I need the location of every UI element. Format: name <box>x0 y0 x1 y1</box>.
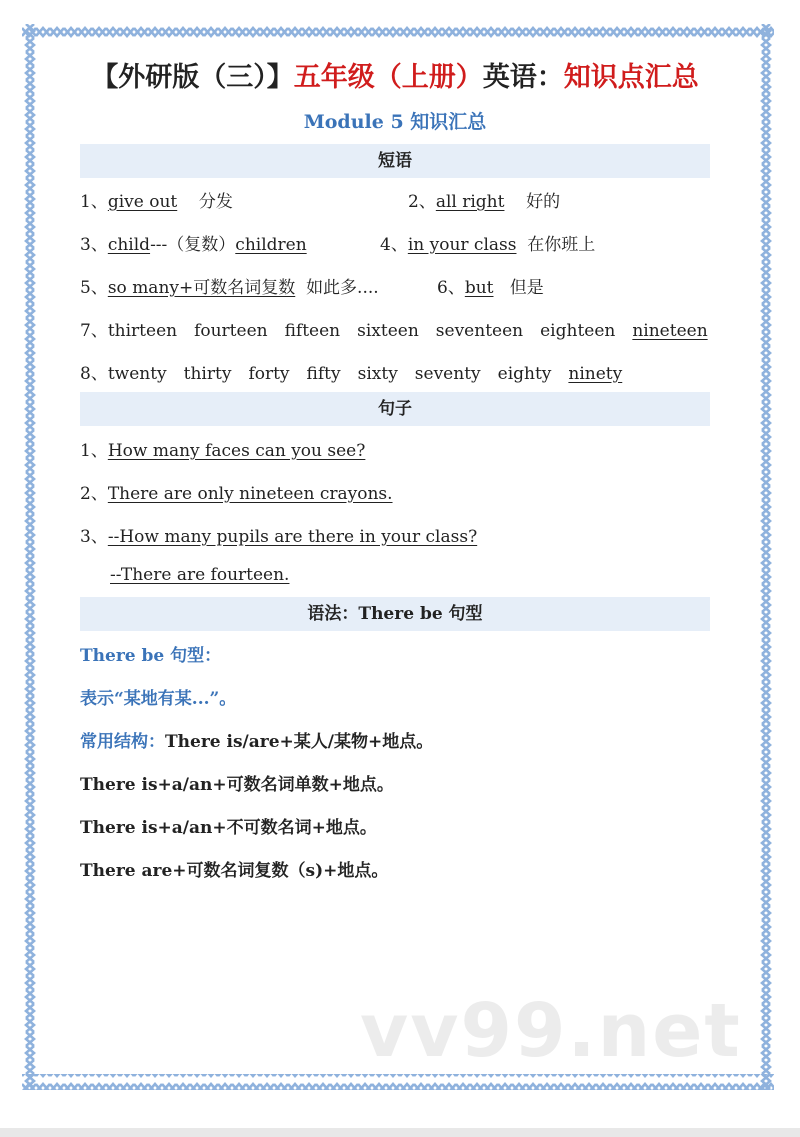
number-word: sixty <box>357 364 398 384</box>
sentence-row-1 <box>80 436 365 466</box>
phrase-number: 6、 <box>437 278 465 298</box>
phrase-number: 4、 <box>380 235 408 255</box>
phrase-row-7 <box>80 316 708 346</box>
number-word: fifteen <box>284 321 341 341</box>
phrase-mid: ---（复数） <box>150 235 236 255</box>
grammar-meaning: 表示“某地有某...”。 <box>80 689 237 709</box>
phrase-number: 2、 <box>408 192 436 212</box>
number-words-teens <box>108 321 708 341</box>
sentence-row-2 <box>80 479 393 509</box>
phrase-row-8 <box>80 359 622 389</box>
grammar-line-2: There is+a/an+不可数名词+地点。 <box>80 818 377 838</box>
sentence-text: --How many pupils are there in your class? <box>107 527 478 547</box>
phrase-cn: 好的 <box>526 192 561 212</box>
phrase-number: 1、 <box>80 192 108 212</box>
bottom-bar <box>0 1128 800 1137</box>
phrase-row-4 <box>380 230 595 260</box>
number-word: eighty <box>497 364 552 384</box>
sentence-row-4 <box>110 565 289 595</box>
sentence-text: How many faces can you see? <box>107 441 366 461</box>
phrase-en: but <box>464 278 494 298</box>
title-grade: 五年级（上册） <box>293 62 483 93</box>
title-summary: 知识点汇总 <box>563 62 699 93</box>
phrase-en: all right <box>435 192 505 212</box>
phrase-row-3 <box>80 230 307 260</box>
number-word: twenty <box>107 364 167 384</box>
sentence-number: 2、 <box>80 484 108 504</box>
number-word: eighteen <box>540 321 616 341</box>
phrase-cn: 如此多.... <box>306 278 379 298</box>
number-words-tens <box>108 364 622 384</box>
sentence-number: 3、 <box>80 527 108 547</box>
grammar-heading: There be 句型： <box>80 646 222 666</box>
phrase-number: 5、 <box>80 278 108 298</box>
phrase-number: 7、 <box>80 321 108 341</box>
module-subtitle: Module 5 知识汇总 <box>303 111 487 133</box>
phrase-en: give out <box>107 192 178 212</box>
section-header-grammar: 语法：There be 句型 <box>80 597 710 631</box>
phrase-en: so many+可数名词复数 <box>107 278 296 298</box>
number-word: ninety <box>568 364 623 384</box>
phrase-row-6 <box>437 273 544 303</box>
section-header-sentences: 句子 <box>80 392 710 426</box>
number-word: sixteen <box>357 321 419 341</box>
title-edition: 【外研版（三）】 <box>91 62 294 93</box>
sentence-text: There are only nineteen crayons. <box>107 484 393 504</box>
number-word: thirteen <box>107 321 178 341</box>
grammar-structure-label: 常用结构： <box>80 732 165 752</box>
phrase-cn: 分发 <box>198 192 233 212</box>
phrase-cn: 在你班上 <box>527 235 596 255</box>
grammar-structure-text: There is/are+某人/某物+地点。 <box>165 732 434 752</box>
title-subject: 英语： <box>482 62 564 93</box>
phrase-row-5 <box>80 273 379 303</box>
page-title <box>80 55 710 94</box>
number-word: nineteen <box>632 321 708 341</box>
number-word: fifty <box>306 364 341 384</box>
sentence-number: 1、 <box>80 441 108 461</box>
section-header-phrases: 短语 <box>80 144 710 178</box>
number-word: forty <box>248 364 290 384</box>
phrase-number: 3、 <box>80 235 108 255</box>
decorative-border <box>22 24 774 1090</box>
grammar-structure <box>80 727 433 752</box>
number-word: seventeen <box>435 321 524 341</box>
sentence-text: --There are fourteen. <box>110 565 290 585</box>
phrase-number: 8、 <box>80 364 108 384</box>
watermark: vv99.net <box>360 988 742 1074</box>
phrase-en: in your class <box>407 235 517 255</box>
phrase-row-1 <box>80 187 233 217</box>
phrase-row-2 <box>408 187 560 217</box>
number-word: thirty <box>183 364 232 384</box>
number-word: fourteen <box>194 321 268 341</box>
number-word: seventy <box>414 364 481 384</box>
grammar-line-1: There is+a/an+可数名词单数+地点。 <box>80 775 394 795</box>
phrase-en: child <box>107 235 151 255</box>
phrase-en: children <box>235 235 307 255</box>
grammar-line-3: There are+可数名词复数（s)+地点。 <box>80 861 389 881</box>
phrase-cn: 但是 <box>509 278 544 298</box>
sentence-row-3 <box>80 522 477 552</box>
